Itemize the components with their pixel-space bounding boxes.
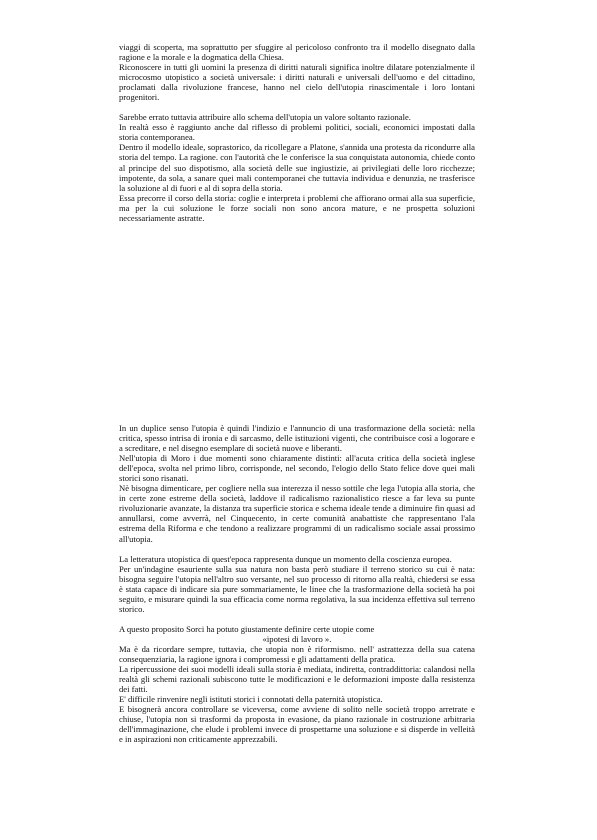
bottom-text-section xyxy=(119,423,475,744)
paragraph: Dentro il modello ideale, soprastorico, da ricollegare a Platone, s'annida una protesta da ricondurre alla storia del tempo. La ragione. con l'autorità che le conferisce la sua conquistata autonomia, chiede conto al principe del suo dispotismo, alla società delle sue ingiustizie, ai privilegiati delle loro ricchezze; impotente, da sola, a sanare quei mali contemporanei che tuttavia individua e denunzia, ne trasferisce la soluzione al di fuori e al di sopra della storia. xyxy=(119,142,475,193)
paragraph: Sarebbe errato tuttavia attribuire allo schema dell'utopia un valore soltanto razionale. xyxy=(119,112,411,123)
paragraph: A questo proposito Sorci ha potuto giustamente definire certe utopie come xyxy=(119,623,375,634)
top-text-section xyxy=(119,42,475,223)
paragraph: La letteratura utopistica di quest'epoca rappresenta dunque un momento della coscienza europea. xyxy=(119,553,452,564)
paragraph: E bisognerà ancora controllare se viceversa, come avviene di solito nelle società troppo arretrate e chiuse, l'utopia non si trasformi da proposta in evasione, da piano razionale in costruzione arbitraria dell'immaginazione, che elude i problemi invece di prospettarne una soluzione e si disperde in velleità e in aspirazioni non criticamente apprezzabili. xyxy=(119,704,475,745)
paragraph: Riconoscere in tutti gli uomini la presenza di diritti naturali significa inoltre dilatare potenzialmente il microcosmo utopistico a società universale: i diritti naturali e universali dell'uomo e del cittadino, proclamati dalla rivoluzione francese, hanno nel cielo dell'utopia rinascimentale i loro lontani progenitori. xyxy=(119,62,475,103)
paragraph: E' difficile rinvenire negli istituti storici i connotati della paternità utopistica. xyxy=(119,694,383,705)
quoted-phrase: «ipotesi di lavoro ». xyxy=(262,633,332,644)
paragraph: Nè bisogna dimenticare, per cogliere nella sua interezza il nesso sottile che lega l'utopia alla storia, che in certe zone estreme della società, laddove il radicalismo razionalistico riesce a far leva su punte rivoluzionarie avanzate, la distanza tra superficie storica e schema ideale tende a diminuire fin quasi ad annullarsi, come avverrà, nel Cinquecento, in certe comunità anabattiste che rappresentano l'ala estrema della Riforma e che tendono a realizzare programmi di un radicalismo sociale assai prossimo all'utopia. xyxy=(119,483,475,544)
paragraph: Per un'indagine esauriente sulla sua natura non basta però studiare il terreno storico su cui è nata: bisogna seguire l'utopia nell'altro suo versante, nel suo processo di ritorno alla realtà, chiedersi se essa è stata capace di indicare sia pure sommariamente, le linee che la trasformazione della società ha poi seguito, e misurare quindi la sua efficacia come norma regolativa, la sua incidenza effettiva sul terreno storico. xyxy=(119,563,475,614)
paragraph: Ma è da ricordare sempre, tuttavia, che utopia non è riformismo. nell' astrattezza della sua catena consequenziaria, la ragione ignora i compromessi e gli adattamenti della pratica. xyxy=(119,643,475,664)
paragraph: In un duplice senso l'utopia è quindi l'indizio e l'annuncio di una trasformazione della società: nella critica, spesso intrisa di ironia e di sarcasmo, delle istituzioni vigenti, che contribuisce così a logorare e a screditare, e nel disegno esemplare di società nuove e liberanti. xyxy=(119,423,475,454)
paragraph: viaggi di scoperta, ma soprattutto per sfuggire al pericoloso confronto tra il modello disegnato dalla ragione e la morale e la dogmatica della Chiesa. xyxy=(119,42,475,63)
paragraph: Essa precorre il corso della storia: coglie e interpreta i problemi che affiorano ormai alla sua superficie, ma per la cui soluzione le forze sociali non sono ancora mature, e ne prospetta soluzioni necessariamente astratte. xyxy=(119,192,475,223)
paragraph: Nell'utopia di Moro i due momenti sono chiaramente distinti: all'acuta critica della società inglese dell'epoca, svolta nel primo libro, corrisponde, nel secondo, l'elogio dello Stato felice dove quei mali storici sono risanati. xyxy=(119,453,475,484)
paragraph: La ripercussione dei suoi modelli ideali sulla storia è mediata, indiretta, contraddittoria: calandosi nella realtà gli schemi razionali subiscono tutte le modificazioni e le deformazioni imposte dalla resistenza dei fatti. xyxy=(119,664,475,695)
paragraph: In realtà esso è raggiunto anche dal riflesso di problemi politici, sociali, economici impostati dalla storia contemporanea. xyxy=(119,122,475,143)
